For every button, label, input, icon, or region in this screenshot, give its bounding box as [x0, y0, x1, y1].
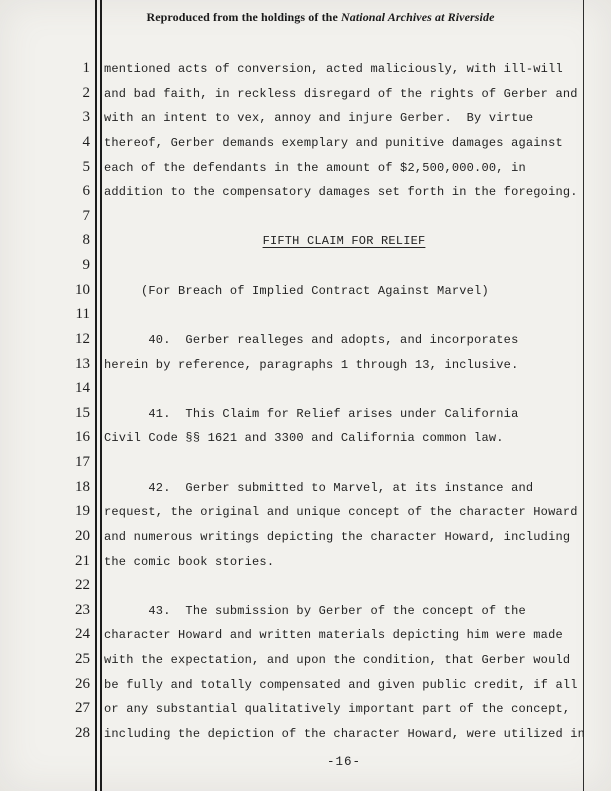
document-line	[0, 450, 611, 475]
document-line	[0, 302, 611, 327]
document-line	[0, 401, 611, 426]
document-line	[0, 721, 611, 746]
document-line	[0, 672, 611, 697]
document-line	[0, 376, 611, 401]
line-text: addition to the compensatory damages set forth in the foregoing.	[104, 185, 578, 200]
line-number: 12	[75, 330, 90, 347]
page-number: -16-	[326, 755, 361, 769]
document-line	[0, 647, 611, 672]
document-line	[0, 105, 611, 130]
line-text: or any substantial qualitatively important part of the concept,	[104, 702, 571, 717]
line-text: Civil Code §§ 1621 and 3300 and California common law.	[104, 431, 504, 446]
document-line	[0, 549, 611, 574]
line-text: 42. Gerber submitted to Marvel, at its instance and	[104, 480, 534, 495]
line-number: 15	[75, 404, 90, 421]
line-number: 3	[82, 109, 90, 126]
document-line	[0, 179, 611, 204]
document-line	[0, 622, 611, 647]
line-text: 40. Gerber realleges and adopts, and incorporates	[104, 332, 519, 347]
document-line	[0, 696, 611, 721]
archive-stamp	[30, 10, 611, 25]
line-number: 10	[75, 281, 90, 298]
line-number: 22	[75, 577, 90, 594]
line-number: 7	[82, 207, 90, 224]
document-line	[0, 228, 611, 253]
line-text: 41. This Claim for Relief arises under California	[104, 406, 519, 421]
document-line	[0, 204, 611, 229]
line-number: 28	[75, 724, 90, 741]
archive-stamp-emphasis: National Archives at Riverside	[340, 10, 495, 24]
document-line	[0, 56, 611, 81]
line-text: 43. The submission by Gerber of the concept of the	[104, 603, 526, 618]
line-number: 18	[75, 478, 90, 495]
line-text: FIFTH CLAIM FOR RELIEF	[262, 234, 426, 249]
document-line	[0, 253, 611, 278]
document-line	[0, 598, 611, 623]
line-number: 26	[75, 675, 90, 692]
line-text: with the expectation, and upon the condition, that Gerber would	[104, 653, 571, 667]
archive-stamp-prefix: Reproduced from the holdings of the	[146, 10, 341, 24]
line-text: request, the original and unique concept of the character Howard	[104, 505, 578, 520]
line-text: thereof, Gerber demands exemplary and punitive damages against	[104, 135, 563, 150]
line-number: 25	[75, 651, 90, 667]
line-text: (For Breach of Implied Contract Against Marvel)	[104, 283, 489, 298]
document-line	[0, 425, 611, 450]
line-text: be fully and totally compensated and given public credit, if all	[104, 677, 578, 692]
line-text: character Howard and written materials depicting him were made	[104, 628, 563, 643]
document-line	[0, 81, 611, 106]
document-line	[0, 524, 611, 549]
document-line	[0, 475, 611, 500]
line-number: 5	[82, 158, 90, 175]
line-number: 23	[75, 601, 90, 618]
document-line	[0, 573, 611, 598]
line-number: 14	[75, 380, 90, 397]
line-grid	[0, 56, 611, 746]
line-number: 17	[75, 454, 90, 470]
line-text: with an intent to vex, annoy and injure Gerber. By virtue	[104, 111, 534, 126]
line-number: 8	[82, 232, 90, 249]
line-text: and bad faith, in reckless disregard of the rights of Gerber and	[104, 86, 578, 101]
line-number: 19	[75, 503, 90, 520]
line-number: 27	[75, 700, 90, 717]
document-line	[0, 499, 611, 524]
document-line	[0, 352, 611, 377]
line-number: 21	[75, 552, 90, 569]
line-text: the comic book stories.	[104, 554, 275, 569]
document-line	[0, 278, 611, 303]
line-number: 20	[75, 527, 90, 544]
line-number: 1	[82, 60, 90, 76]
line-number: 24	[75, 626, 90, 643]
line-text: including the depiction of the character Howard, were utilized in	[104, 726, 586, 741]
line-number: 4	[82, 133, 90, 150]
line-number: 6	[82, 183, 90, 200]
line-text: herein by reference, paragraphs 1 through 13, inclusive.	[104, 357, 519, 372]
document-line	[0, 327, 611, 352]
line-number: 13	[75, 355, 90, 372]
line-number: 9	[82, 257, 90, 273]
line-text: mentioned acts of conversion, acted maliciously, with ill-will	[104, 62, 563, 76]
line-number: 16	[75, 429, 90, 446]
line-text: each of the defendants in the amount of $2,500,000.00, in	[104, 160, 526, 175]
line-number: 11	[75, 306, 90, 323]
document-line	[0, 130, 611, 155]
line-text: and numerous writings depicting the character Howard, including	[104, 529, 571, 544]
document-line	[0, 155, 611, 180]
line-number: 2	[82, 84, 90, 101]
